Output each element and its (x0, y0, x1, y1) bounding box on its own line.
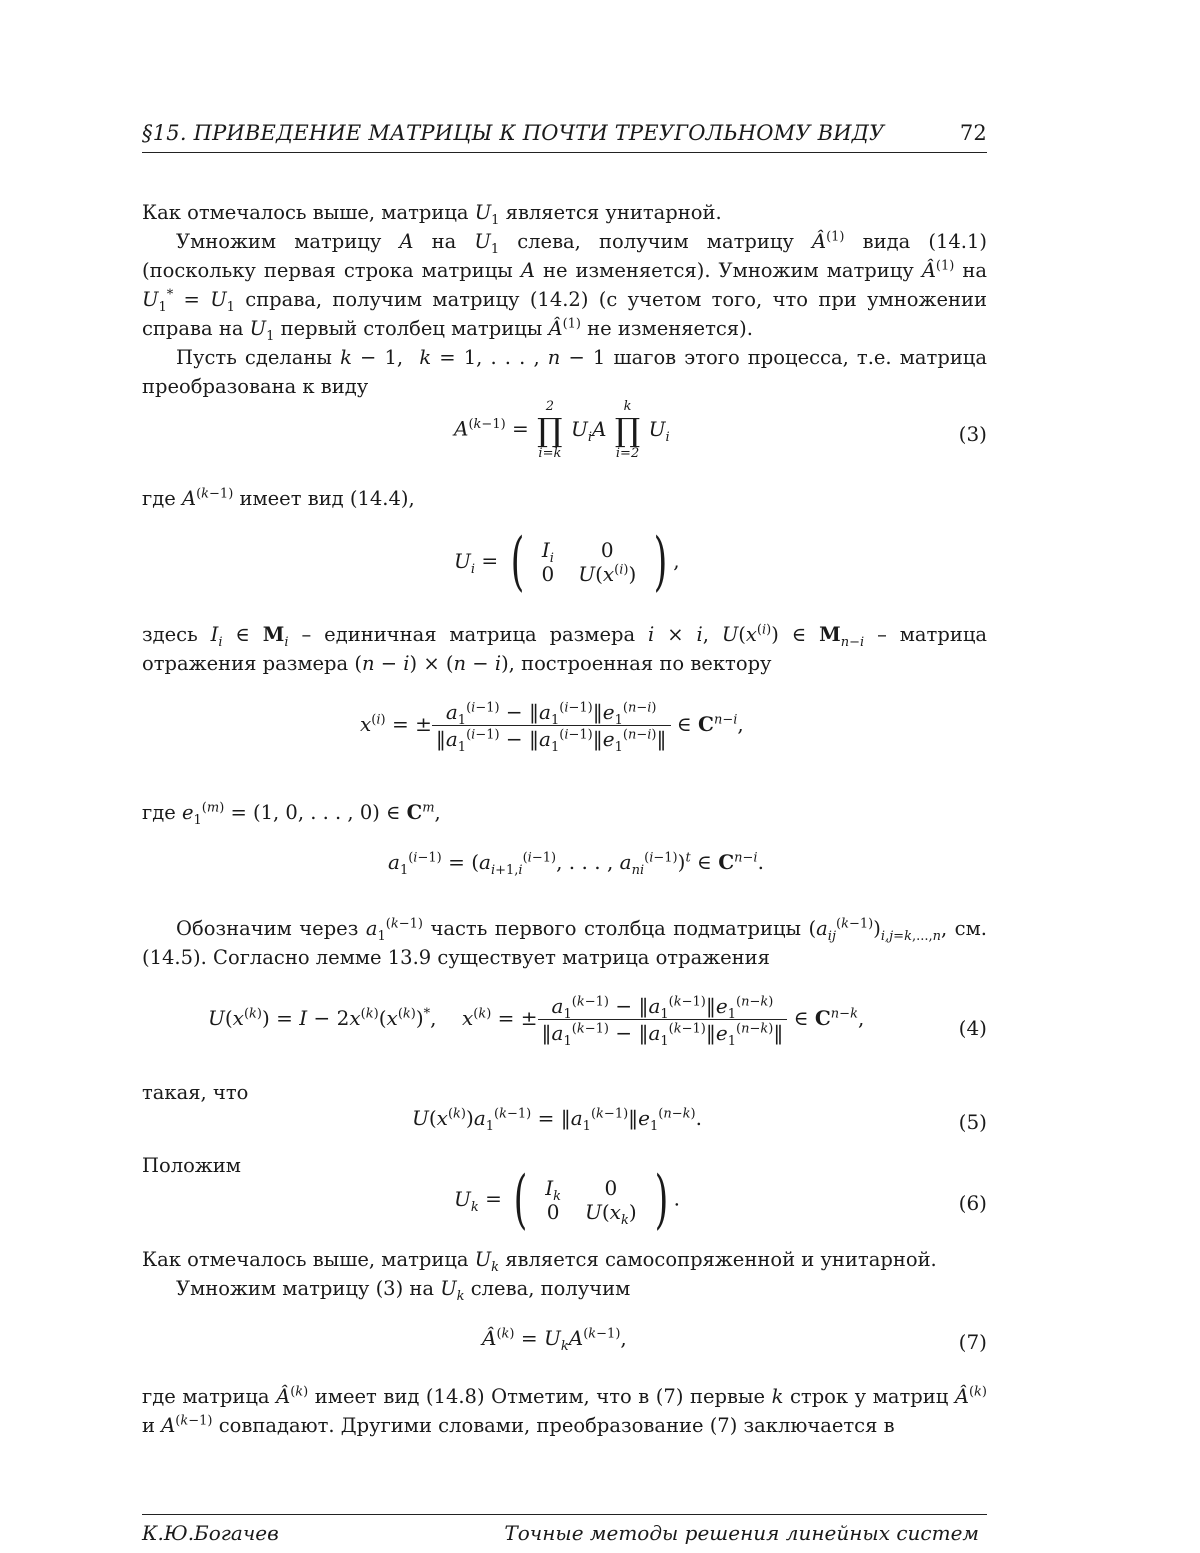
footer-author: К.Ю.Богачев (142, 1521, 279, 1545)
paragraph: Обозначим через $a_1^{(k-1)}$ часть первого столбца подматрицы $(a_{ij}^{(k-1)})_{i,j=k,...,n}$, см. (14.5). Согласно лемме 13.9 существует матрица отражения (142, 916, 987, 969)
paragraph: Умножим матрицу (3) на $U_k$ слева, получим (176, 1277, 631, 1304)
equation-number: (4) (958, 1016, 987, 1040)
paragraph: где матрица $Â^{(k)}$ имеет вид (14.8) Отметим, что в (7) первые k строк у матриц $Â^{(k)}$ и $A^{(k-1)}$ совпадают. Другими словами, преобразование (7) заключается в (142, 1384, 987, 1437)
block-matrix: ( $I_k$ 0 0 $U(x_k)$ ) (513, 1163, 669, 1237)
paragraph: где $A^{(k-1)}$ имеет вид (14.4), (142, 486, 415, 510)
chapter-title: §15. ПРИВЕДЕНИЕ МАТРИЦЫ К ПОЧТИ ТРЕУГОЛЬНОМУ ВИДУ (142, 121, 885, 145)
paragraph: Положим (142, 1154, 241, 1177)
footer-book-title: Точные методы решения линейных систем (504, 1521, 979, 1545)
equation-number: (3) (958, 422, 987, 446)
equation-number: (5) (958, 1110, 987, 1134)
equation-number: (7) (958, 1330, 987, 1354)
paragraph: Как отмечалось выше, матрица $U_1$ является унитарной. (142, 201, 722, 228)
equation-number: (6) (958, 1191, 987, 1215)
page: §15. ПРИВЕДЕНИЕ МАТРИЦЫ К ПОЧТИ ТРЕУГОЛЬНОМУ ВИДУ 72 Как отмечалось выше, матрица $U_1$ является унитарной. Умножим матрицу A на $U_1$ слева, получим матрицу $Â^{(1)}$ вида (14.1) (поскольку первая строка матрицы A не изменяется). Умножим матрицу $Â^{(1)}$ на $U_1^* = U_1$ справа, получим матрицу (14.2) (с учетом того, что при умножении справа на $U_1$ первый столбец матрицы $Â^{(1)}$ не изменяется). Пусть сделаны k − 1, k = 1, . . . , n − 1 шагов этого процесса, т.е. матрица преобразована к виду $A^{(k-1)}$ = 2 ∏ i=k $U_iA$ k ∏ i=2 $U_i$ (3) где $A^{(k-1)}$ имеет вид (14.4), $U_i$ = ( $I_i$ 0 0 $U(x^{(i)})$ ) , здесь $I_i$ ∈ $M_i$ – единичная матрица размера i × i, $U(x^{(i)})$ ∈ $M_{n-i}$ – матрица отражения размера (n − i) × (n − i), построенная по вектору $x^{(i)}$ = ± $\frac{a_1^{(i-1)} - ‖a_1^{(i-1)}‖e_1^{(n-i)}}{‖a_1^{(i-1)} - ‖a_1^{(i-1)}‖e_1^{(n-i)}‖}$ ∈ $C^{n-i}$, где $e_1^{(m)} = (1$, 0, . . . , 0) ∈ $C^m$, $a_1^{(i-1)} = (a_{i+1,i}^{(i-1)}$, . . . , $a_{ni}^{(i-1)})^t$ ∈ $C^{n-i}$. Обозначим через $a_1^{(k-1)}$ часть первого столбца подматрицы $(a_{ij}^{(k-1)})_{i,j=k,...,n}$, см. (14.5). Согласно лемме 13.9 существует матрица отражения $U(x^{(k)}) = I - 2x^{(k)}(x^{(k)})^*$, $x^{(k)}$ = ± $\frac{a_1^{(k-1)} - ‖a_1^{(k-1)}‖e_1^{(n-k)}}{‖a_1^{(k-1)} - ‖a_1^{(k-1)}‖e_1^{(n-k)}‖}$ ∈ $C^{n-k}$, (4) такая, что $U(x^{(k)})a_1^{(k-1)}$ = $‖a_1^{(k-1)}‖e_1^{(n-k)}$. (5) Положим $U_k$ = ( $I_k$ 0 0 $U(x_k)$ ) . (6) Как отмечалось выше, матрица $U_k$ является самосопряженной и унитарной. Умножим матрицу (3) на $U_k$ слева, получим $Â^{(k)} = U_kA^{(k-1)}$, (7) где матрица $Â^{(k)}$ имеет вид (14.8) Отметим, что в (7) первые k строк у матриц $Â^{(k)}$ и $A^{(k-1)}$ совпадают. Другими словами, преобразование (7) заключается в К.Ю.Богачев Точные методы решения линейных систем (0, 0, 1200, 1553)
paragraph: Пусть сделаны k − 1, k = 1, . . . , n − 1 шагов этого процесса, т.е. матрица преобразована к виду (142, 346, 987, 398)
paragraph: где $e_1^{(m)} = (1$, 0, . . . , 0) ∈ $C^m$, (142, 800, 441, 828)
running-header (142, 118, 987, 153)
paragraph: Умножим матрицу A на $U_1$ слева, получим матрицу $Â^{(1)}$ вида (14.1) (поскольку первая строка матрицы A не изменяется). Умножим матрицу $Â^{(1)}$ на $U_1^* = U_1$ справа, получим матрицу (14.2) (с учетом того, что при умножении справа на $U_1$ первый столбец матрицы $Â^{(1)}$ не изменяется). (142, 229, 987, 344)
paragraph: такая, что (142, 1081, 249, 1104)
block-matrix: ( $I_i$ 0 0 $U(x^{(i)})$ ) (510, 525, 668, 599)
paragraph: здесь $I_i$ ∈ $M_i$ – единичная матрица размера i × i, $U(x^{(i)})$ ∈ $M_{n-i}$ – матрица отражения размера (n − i) × (n − i), построенная по вектору (142, 622, 987, 675)
paragraph: Как отмечалось выше, матрица $U_k$ является самосопряженной и унитарной. (142, 1248, 937, 1275)
page-number: 72 (959, 121, 987, 145)
page-footer (142, 1514, 987, 1545)
